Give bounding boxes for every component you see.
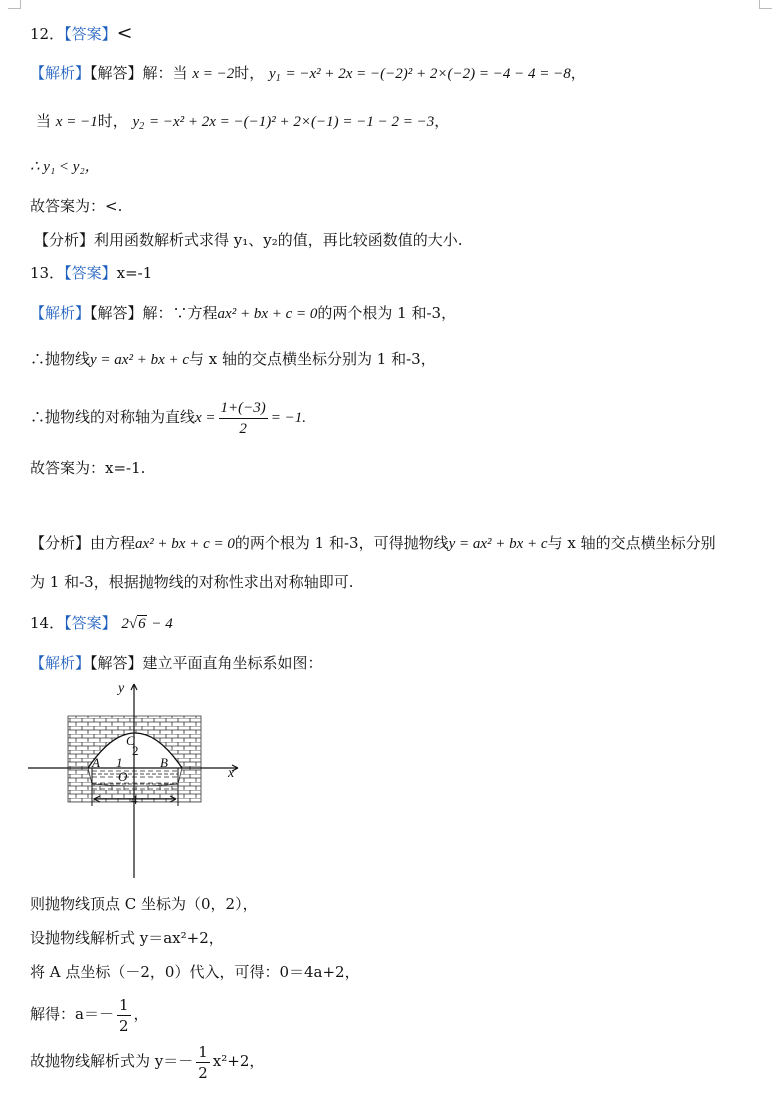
q13-l2-prefix: ∴抛物线	[30, 350, 91, 368]
q14-l5-fraction	[117, 995, 131, 1036]
q14-solution-line-5	[30, 993, 149, 1036]
q12-jieda-tag: 【解答】	[90, 64, 143, 82]
q13-axis-fraction	[219, 398, 268, 439]
label-4: 4	[131, 792, 138, 807]
q13-analysis-line-2: 为 1 和-3，根据抛物线的对称性求出对称轴即可.	[30, 573, 354, 591]
q12-solution-line-2	[36, 110, 449, 133]
q14-solution-line-4: 将 A 点坐标（－2，0）代入，可得：0＝4a+2，	[30, 963, 360, 981]
q13-fraction-numerator: 1+(−3)	[219, 398, 268, 419]
crop-mark-top-left	[8, 0, 21, 9]
q12-fenxi-tag: 【分析】	[34, 231, 95, 249]
label-B: B	[160, 755, 168, 770]
label-1: 1	[116, 755, 123, 770]
q14-solution-line-6	[30, 1040, 264, 1083]
q13-fenxi-b: 的两个根为 1 和-3，可得抛物线	[234, 534, 449, 552]
q13-fenxi-c: 与 x 轴的交点横坐标分别	[547, 534, 716, 552]
q13-jieda-tag: 【解答】	[90, 304, 143, 322]
q13-solution-line-2	[30, 348, 436, 371]
q13-l3-suffix: = −1.	[270, 410, 307, 426]
q12-y2-symbol: $y_2$	[132, 114, 145, 132]
q14-l5-prefix: 解得：a＝－	[30, 1005, 114, 1023]
label-y: y	[118, 681, 125, 696]
q14-l5-numerator: 1	[118, 995, 129, 1014]
q14-l5-suffix: ，	[133, 1005, 149, 1023]
q13-jiexi-tag: 【解析】	[30, 304, 91, 322]
q13-solution-line-3	[30, 394, 306, 441]
q12-solution-line-1	[30, 62, 586, 85]
q14-l6-denominator: 2	[198, 1063, 208, 1082]
q14-solution-line-3: 设抛物线解析式 y＝ax²+2，	[30, 929, 224, 947]
q13-fenxi-tag: 【分析】	[30, 534, 91, 552]
q13-fenxi-math-2: y = ax² + bx + c	[448, 536, 548, 552]
q12-y1-symbol: $y_1$	[269, 66, 281, 84]
q13-fenxi-a: 由方程	[90, 534, 136, 552]
q12-analysis	[34, 229, 463, 251]
q13-answer: x=-1	[116, 264, 153, 282]
q14-answer-tag: 【答案】	[64, 614, 117, 632]
q13-l1-math: ax² + bx + c = 0	[217, 306, 318, 322]
q14-l6-prefix: 故抛物线解析式为 y＝－	[30, 1052, 194, 1070]
label-C: C	[126, 733, 135, 748]
q13-l3-prefix: ∴抛物线的对称轴为直线	[30, 408, 196, 426]
q13-l2-math: y = ax² + bx + c	[90, 352, 190, 368]
q12-l2-math-a: x = −1	[55, 114, 98, 130]
q14-l1: 建立平面直角坐标系如图：	[142, 654, 323, 672]
q14-solution-line-2: 则抛物线顶点 C 坐标为（0，2），	[30, 895, 258, 913]
q13-answer-line	[30, 262, 152, 284]
q13-l1-suffix: 的两个根为 1 和-3，	[317, 304, 457, 322]
label-O: O	[118, 769, 128, 784]
q13-number: 13．	[30, 264, 65, 282]
q12-l1-shi: 时，	[234, 64, 265, 82]
q14-l6-fraction	[196, 1042, 210, 1083]
q13-fraction-denominator: 2	[239, 420, 247, 437]
water-area	[92, 770, 178, 790]
q14-number: 14．	[30, 614, 65, 632]
q12-answer: <	[116, 22, 133, 44]
q12-number: 12．	[30, 25, 65, 43]
q14-solution-line-1	[30, 652, 323, 674]
q14-l5-denominator: 2	[118, 1016, 129, 1035]
q12-l1-prefix: 解：当	[142, 64, 188, 82]
q14-answer-coef: 2	[121, 616, 129, 632]
label-x: x	[228, 766, 235, 781]
label-2: 2	[132, 743, 139, 758]
tunnel-parabola-figure	[28, 678, 248, 880]
q13-l1-prefix: 解：∵方程	[142, 304, 218, 322]
label-A: A	[92, 755, 100, 770]
q12-conclusion: ∴ y₁ < y₂，	[30, 159, 100, 175]
q14-answer-line	[30, 612, 173, 635]
q12-l2-math-b: = −x² + 2x = −(−1)² + 2×(−1) = −1 − 2 = −3	[148, 114, 435, 130]
q12-l2-end: ，	[434, 112, 450, 130]
q13-solution-line-1	[30, 302, 456, 325]
q12-l2-prefix: 当	[36, 112, 52, 130]
q12-jiexi-tag: 【解析】	[30, 64, 91, 82]
q13-answer-tag: 【答案】	[64, 264, 117, 282]
q13-analysis-line-1	[30, 532, 716, 555]
q14-jiexi-tag: 【解析】	[30, 654, 91, 672]
q13-x-symbol: x =	[195, 410, 216, 426]
q13-fenxi-math-1: ax² + bx + c = 0	[135, 536, 235, 552]
q12-fenxi-text: 利用函数解析式求得 y₁、y₂的值，再比较函数值的大小.	[94, 231, 463, 249]
q13-l2-suffix: 与 x 轴的交点横坐标分别为 1 和-3，	[189, 350, 436, 368]
q14-answer-rest: − 4	[151, 616, 173, 632]
q12-answer-tag: 【答案】	[64, 25, 117, 43]
q12-final-answer: 故答案为：<.	[30, 197, 123, 215]
q12-l1-math-b: = −x² + 2x = −(−2)² + 2×(−2) = −4 − 4 = −8	[285, 66, 571, 82]
q13-final-answer: 故答案为：x=-1.	[30, 459, 146, 477]
q14-l6-suffix: x²+2，	[212, 1052, 265, 1070]
q12-l2-shi: 时，	[97, 112, 128, 130]
q12-answer-line	[30, 22, 133, 45]
q14-answer-radicand: 6	[138, 616, 146, 632]
q14-jieda-tag: 【解答】	[90, 654, 143, 672]
q12-l1-math-a: x = −2	[192, 66, 235, 82]
crop-mark-top-right	[759, 0, 772, 9]
q12-l1-end: ，	[570, 64, 586, 82]
q14-radical-sign: √	[128, 616, 138, 632]
q14-l6-numerator: 1	[198, 1042, 208, 1061]
